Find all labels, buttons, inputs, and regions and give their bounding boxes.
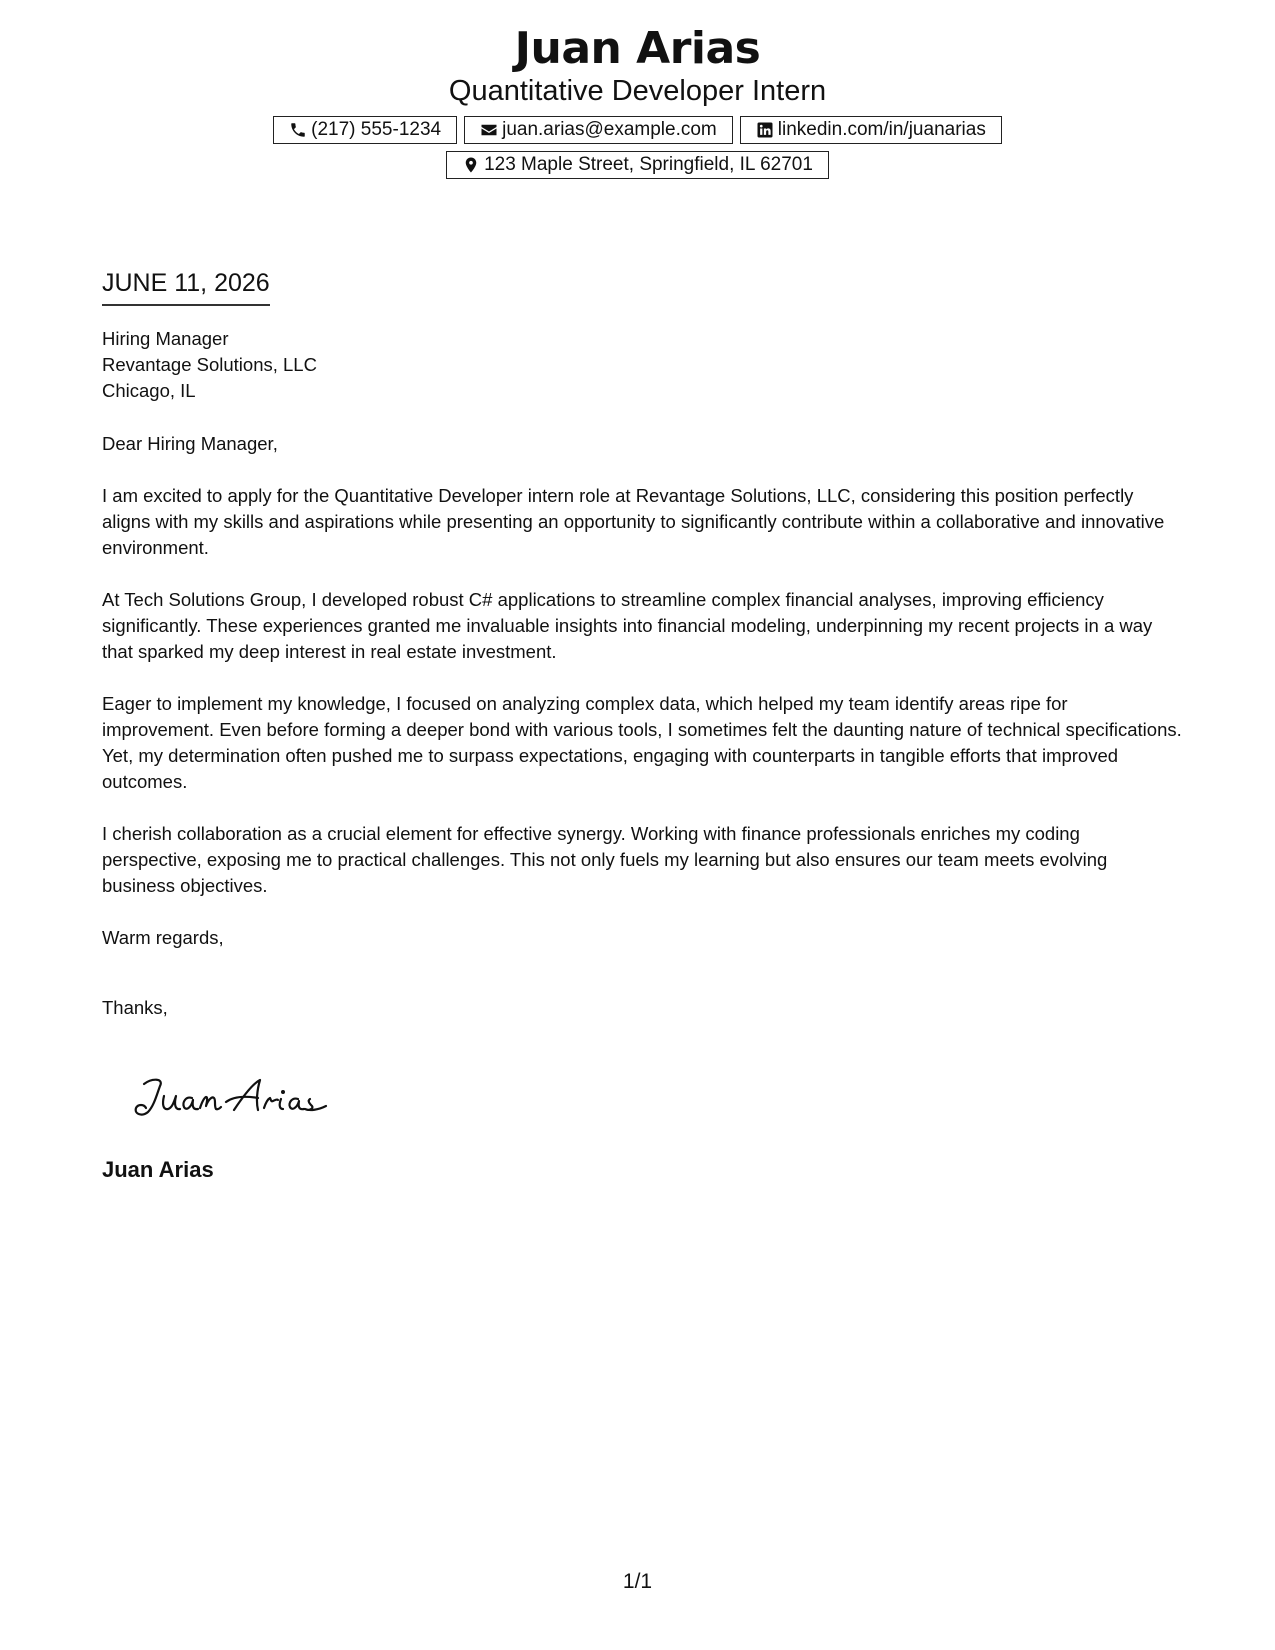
linkedin-icon	[756, 121, 774, 139]
paragraph-intro: I am excited to apply for the Quantitative Developer intern role at Revantage Solutions, LLC, considering this position perfectly aligns with my skills and aspirations while presenting an opportunity to significantly contribute within a collaborative and innovative environment.	[102, 485, 1165, 558]
letter-body	[102, 326, 1182, 1021]
applicant-role: Quantitative Developer Intern	[448, 75, 827, 107]
letter-date-block	[102, 268, 270, 306]
handwritten-signature	[130, 1072, 335, 1120]
phone-number: (217) 555-1234	[311, 119, 442, 140]
recipient-company: Revantage Solutions, LLC	[102, 354, 317, 375]
recipient-title: Hiring Manager	[102, 328, 229, 349]
email-address[interactable]: juan.arias@example.com	[502, 119, 717, 140]
linkedin-url[interactable]: linkedin.com/in/juanarias	[777, 119, 986, 140]
recipient-block	[102, 326, 1182, 404]
thanks-line: Thanks,	[102, 997, 168, 1018]
map-pin-icon	[462, 156, 480, 174]
linkedin-contact[interactable]	[740, 116, 1002, 144]
closing: Warm regards,	[102, 927, 224, 948]
address-contact	[446, 151, 829, 179]
address-row	[0, 151, 1275, 179]
paragraph-collaboration: I cherish collaboration as a crucial element for effective synergy. Working with finance professionals enriches my coding perspective, exposing me to practical challenges. This not only fuels my learning but also ensures our team meets evolving business objectives.	[102, 823, 1108, 896]
recipient-location: Chicago, IL	[102, 380, 196, 401]
signed-name: Juan Arias	[102, 1157, 214, 1182]
letter-date: JUNE 11, 2026	[102, 268, 270, 306]
phone-contact	[273, 116, 457, 144]
street-address: 123 Maple Street, Springfield, IL 62701	[484, 154, 813, 175]
envelope-icon	[480, 121, 498, 139]
phone-icon	[289, 121, 307, 139]
paragraph-experience: At Tech Solutions Group, I developed robust C# applications to streamline complex financial analyses, improving efficiency significantly. These experiences granted me invaluable insights into financial modeling, underpinning my recent projects in a way that sparked my deep interest in real estate investment.	[102, 589, 1153, 662]
paragraph-analysis: Eager to implement my knowledge, I focused on analyzing complex data, which helped my team identify areas ripe for improvement. Even before forming a deeper bond with various tools, I sometimes felt the daunting nature of technical specifications. Yet, my determination often pushed me to surpass expectations, engaging with counterparts in tangible efforts that improved outcomes.	[102, 693, 1182, 792]
applicant-name: Juan Arias	[514, 23, 761, 74]
salutation: Dear Hiring Manager,	[102, 433, 278, 454]
letter-header	[0, 22, 1275, 179]
contact-row	[0, 116, 1275, 144]
page-number: 1/1	[622, 1570, 653, 1593]
email-contact[interactable]	[464, 116, 733, 144]
